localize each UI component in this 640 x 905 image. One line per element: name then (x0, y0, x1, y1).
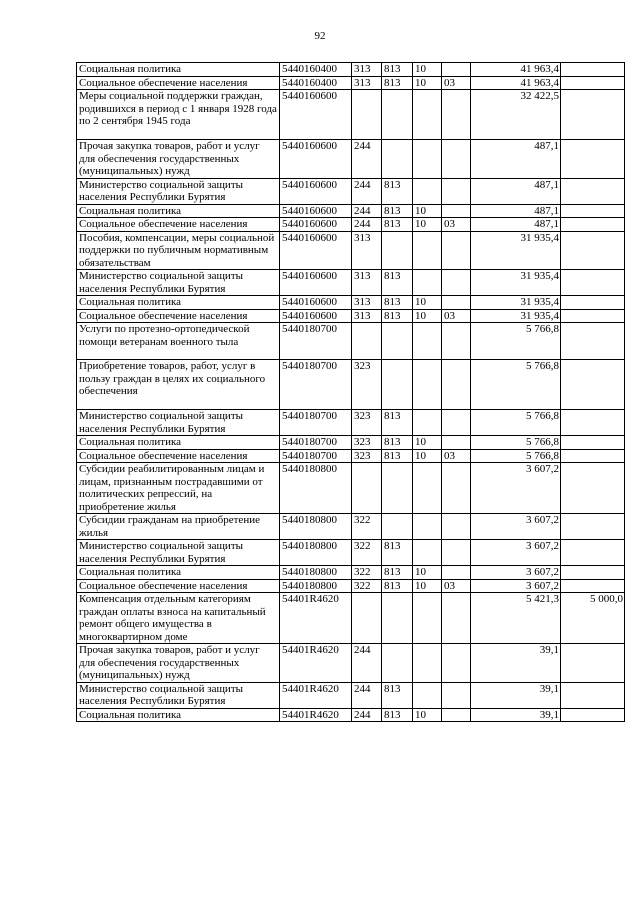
expense-type: 323 (352, 360, 382, 410)
ministry-code: 813 (382, 296, 413, 310)
row-name: Министерство социальной защиты населения Республики Бурятия (77, 270, 280, 296)
table-row (77, 76, 625, 90)
amount: 3 607,2 (471, 566, 561, 580)
subsection-code (442, 90, 471, 140)
amount: 5 766,8 (471, 410, 561, 436)
amount: 5 766,8 (471, 360, 561, 410)
amount-federal (561, 540, 625, 566)
table-row (77, 270, 625, 296)
target-code: 5440180800 (280, 579, 352, 593)
subsection-code (442, 540, 471, 566)
subsection-code: 03 (442, 76, 471, 90)
amount-federal (561, 514, 625, 540)
target-code: 5440180700 (280, 360, 352, 410)
expense-type: 244 (352, 204, 382, 218)
amount: 5 421,3 (471, 593, 561, 644)
subsection-code (442, 463, 471, 514)
expense-type: 323 (352, 449, 382, 463)
amount-federal (561, 708, 625, 722)
subsection-code (442, 410, 471, 436)
amount: 32 422,5 (471, 90, 561, 140)
expense-type: 322 (352, 579, 382, 593)
ministry-code: 813 (382, 436, 413, 450)
ministry-code: 813 (382, 410, 413, 436)
row-name: Министерство социальной защиты населения Республики Бурятия (77, 178, 280, 204)
expense-type: 323 (352, 436, 382, 450)
section-code (413, 90, 442, 140)
amount-federal (561, 566, 625, 580)
target-code: 5440180800 (280, 540, 352, 566)
target-code: 5440180700 (280, 436, 352, 450)
target-code: 5440160600 (280, 204, 352, 218)
table-row (77, 323, 625, 360)
expense-type: 322 (352, 540, 382, 566)
ministry-code (382, 140, 413, 179)
target-code: 5440160600 (280, 296, 352, 310)
target-code: 5440160400 (280, 63, 352, 77)
ministry-code (382, 90, 413, 140)
section-code (413, 682, 442, 708)
row-name: Социальное обеспечение населения (77, 449, 280, 463)
row-name: Социальное обеспечение населения (77, 309, 280, 323)
expense-type: 313 (352, 63, 382, 77)
amount-federal: 5 000,0 (561, 593, 625, 644)
amount: 41 963,4 (471, 76, 561, 90)
table-row (77, 463, 625, 514)
amount: 3 607,2 (471, 514, 561, 540)
ministry-code: 813 (382, 178, 413, 204)
section-code (413, 231, 442, 270)
table-row (77, 593, 625, 644)
table-row (77, 540, 625, 566)
amount-federal (561, 463, 625, 514)
row-name: Субсидии реабилитированным лицам и лицам, признанным пострадавшими от политических репрессий, на приобретение жилья (77, 463, 280, 514)
expense-type: 244 (352, 682, 382, 708)
subsection-code: 03 (442, 218, 471, 232)
table-row (77, 360, 625, 410)
amount-federal (561, 449, 625, 463)
section-code: 10 (413, 449, 442, 463)
amount-federal (561, 410, 625, 436)
subsection-code (442, 178, 471, 204)
ministry-code: 813 (382, 540, 413, 566)
subsection-code (442, 140, 471, 179)
target-code: 5440160600 (280, 218, 352, 232)
ministry-code: 813 (382, 449, 413, 463)
amount: 41 963,4 (471, 63, 561, 77)
subsection-code (442, 708, 471, 722)
target-code: 54401R4620 (280, 708, 352, 722)
subsection-code (442, 566, 471, 580)
section-code: 10 (413, 566, 442, 580)
section-code: 10 (413, 76, 442, 90)
section-code (413, 410, 442, 436)
row-name: Прочая закупка товаров, работ и услуг для обеспечения государственных (муниципальных) нужд (77, 140, 280, 179)
subsection-code (442, 63, 471, 77)
ministry-code: 813 (382, 63, 413, 77)
expense-type: 313 (352, 270, 382, 296)
table-row (77, 178, 625, 204)
table-row (77, 309, 625, 323)
ministry-code: 813 (382, 218, 413, 232)
amount: 39,1 (471, 644, 561, 683)
target-code: 5440160400 (280, 76, 352, 90)
amount-federal (561, 63, 625, 77)
section-code (413, 360, 442, 410)
amount: 487,1 (471, 178, 561, 204)
amount-federal (561, 178, 625, 204)
expense-type: 244 (352, 708, 382, 722)
row-name: Субсидии гражданам на приобретение жилья (77, 514, 280, 540)
table-row (77, 449, 625, 463)
subsection-code (442, 270, 471, 296)
table-row (77, 579, 625, 593)
row-name: Меры социальной поддержки граждан, родившихся в период с 1 января 1928 года по 2 сентября 1945 года (77, 90, 280, 140)
amount: 3 607,2 (471, 579, 561, 593)
amount: 3 607,2 (471, 540, 561, 566)
ministry-code: 813 (382, 682, 413, 708)
row-name: Услуги по протезно-ортопедической помощи ветеранам военного тыла (77, 323, 280, 360)
subsection-code (442, 682, 471, 708)
expense-type (352, 593, 382, 644)
table-row (77, 436, 625, 450)
row-name: Министерство социальной защиты населения Республики Бурятия (77, 682, 280, 708)
amount-federal (561, 323, 625, 360)
ministry-code: 813 (382, 708, 413, 722)
amount: 39,1 (471, 682, 561, 708)
expense-type: 322 (352, 514, 382, 540)
amount-federal (561, 296, 625, 310)
target-code: 5440180700 (280, 449, 352, 463)
table-row (77, 296, 625, 310)
target-code: 5440160600 (280, 309, 352, 323)
target-code: 5440160600 (280, 270, 352, 296)
target-code: 5440180700 (280, 410, 352, 436)
amount-federal (561, 231, 625, 270)
target-code: 5440160600 (280, 178, 352, 204)
row-name: Социальная политика (77, 436, 280, 450)
ministry-code (382, 644, 413, 683)
section-code (413, 178, 442, 204)
expense-type: 244 (352, 178, 382, 204)
section-code (413, 270, 442, 296)
row-name: Министерство социальной защиты населения Республики Бурятия (77, 410, 280, 436)
subsection-code: 03 (442, 579, 471, 593)
amount: 39,1 (471, 708, 561, 722)
amount: 31 935,4 (471, 270, 561, 296)
row-name: Социальная политика (77, 204, 280, 218)
section-code (413, 463, 442, 514)
subsection-code (442, 204, 471, 218)
target-code: 5440180700 (280, 323, 352, 360)
amount-federal (561, 90, 625, 140)
amount-federal (561, 682, 625, 708)
row-name: Пособия, компенсации, меры социальной поддержки по публичным нормативным обязательствам (77, 231, 280, 270)
subsection-code (442, 644, 471, 683)
section-code: 10 (413, 579, 442, 593)
section-code: 10 (413, 296, 442, 310)
amount: 487,1 (471, 218, 561, 232)
amount: 31 935,4 (471, 231, 561, 270)
table-row (77, 204, 625, 218)
expense-type: 313 (352, 296, 382, 310)
target-code: 5440160600 (280, 231, 352, 270)
row-name: Компенсация отдельным категориям граждан оплаты взноса на капитальный ремонт общего имущества в многоквартирном доме (77, 593, 280, 644)
table-row (77, 514, 625, 540)
amount-federal (561, 76, 625, 90)
subsection-code (442, 436, 471, 450)
amount: 487,1 (471, 204, 561, 218)
ministry-code: 813 (382, 204, 413, 218)
section-code (413, 593, 442, 644)
expense-type: 244 (352, 644, 382, 683)
table-row (77, 566, 625, 580)
target-code: 5440160600 (280, 140, 352, 179)
ministry-code (382, 514, 413, 540)
target-code: 5440180800 (280, 463, 352, 514)
amount-federal (561, 579, 625, 593)
expense-type: 313 (352, 231, 382, 270)
amount-federal (561, 270, 625, 296)
amount-federal (561, 436, 625, 450)
amount: 5 766,8 (471, 449, 561, 463)
section-code: 10 (413, 204, 442, 218)
section-code: 10 (413, 436, 442, 450)
table-row (77, 90, 625, 140)
subsection-code: 03 (442, 449, 471, 463)
target-code: 54401R4620 (280, 682, 352, 708)
target-code: 5440180800 (280, 514, 352, 540)
subsection-code (442, 296, 471, 310)
ministry-code (382, 360, 413, 410)
row-name: Прочая закупка товаров, работ и услуг для обеспечения государственных (муниципальных) нужд (77, 644, 280, 683)
amount: 31 935,4 (471, 296, 561, 310)
section-code: 10 (413, 708, 442, 722)
row-name: Министерство социальной защиты населения Республики Бурятия (77, 540, 280, 566)
row-name: Социальная политика (77, 708, 280, 722)
table-row (77, 682, 625, 708)
amount: 3 607,2 (471, 463, 561, 514)
row-name: Социальное обеспечение населения (77, 218, 280, 232)
subsection-code (442, 360, 471, 410)
subsection-code (442, 231, 471, 270)
page-number: 92 (314, 30, 326, 42)
expense-type: 313 (352, 309, 382, 323)
amount-federal (561, 360, 625, 410)
ministry-code: 813 (382, 270, 413, 296)
expense-type (352, 323, 382, 360)
ministry-code (382, 593, 413, 644)
table-row (77, 140, 625, 179)
expense-type: 244 (352, 140, 382, 179)
expense-type: 244 (352, 218, 382, 232)
amount-federal (561, 218, 625, 232)
ministry-code: 813 (382, 566, 413, 580)
amount: 5 766,8 (471, 436, 561, 450)
section-code: 10 (413, 309, 442, 323)
section-code (413, 644, 442, 683)
section-code (413, 540, 442, 566)
subsection-code: 03 (442, 309, 471, 323)
amount-federal (561, 140, 625, 179)
ministry-code (382, 231, 413, 270)
expense-type (352, 463, 382, 514)
subsection-code (442, 323, 471, 360)
amount: 5 766,8 (471, 323, 561, 360)
section-code (413, 323, 442, 360)
expense-type: 323 (352, 410, 382, 436)
ministry-code: 813 (382, 76, 413, 90)
amount: 31 935,4 (471, 309, 561, 323)
table-row (77, 644, 625, 683)
section-code (413, 140, 442, 179)
section-code: 10 (413, 218, 442, 232)
row-name: Социальное обеспечение населения (77, 76, 280, 90)
ministry-code (382, 323, 413, 360)
expense-type: 322 (352, 566, 382, 580)
target-code: 5440160600 (280, 90, 352, 140)
table-row (77, 231, 625, 270)
amount-federal (561, 204, 625, 218)
table-row (77, 63, 625, 77)
row-name: Социальная политика (77, 296, 280, 310)
target-code: 54401R4620 (280, 644, 352, 683)
ministry-code (382, 463, 413, 514)
section-code (413, 514, 442, 540)
amount-federal (561, 644, 625, 683)
budget-table (76, 62, 625, 722)
amount: 487,1 (471, 140, 561, 179)
subsection-code (442, 593, 471, 644)
row-name: Приобретение товаров, работ, услуг в пользу граждан в целях их социального обеспечения (77, 360, 280, 410)
expense-type: 313 (352, 76, 382, 90)
expense-type (352, 90, 382, 140)
subsection-code (442, 514, 471, 540)
target-code: 54401R4620 (280, 593, 352, 644)
row-name: Социальная политика (77, 566, 280, 580)
table-row (77, 708, 625, 722)
amount-federal (561, 309, 625, 323)
row-name: Социальное обеспечение населения (77, 579, 280, 593)
section-code: 10 (413, 63, 442, 77)
row-name: Социальная политика (77, 63, 280, 77)
table-row (77, 410, 625, 436)
ministry-code: 813 (382, 579, 413, 593)
target-code: 5440180800 (280, 566, 352, 580)
table-row (77, 218, 625, 232)
ministry-code: 813 (382, 309, 413, 323)
